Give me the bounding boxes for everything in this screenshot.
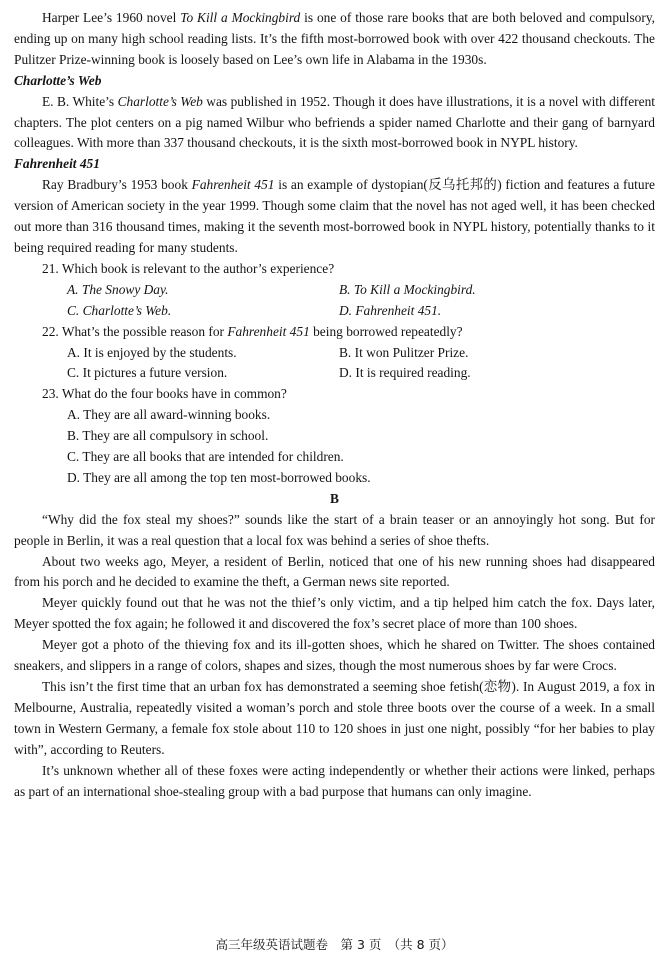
paragraph-b4: Meyer got a photo of the thieving fox and its ill-gotten shoes, which he shared on Twitter. The shoes contained sneakers, and slippers in a range of colors, shapes and sizes, though the most numerous shoes by far were Crocs. [14, 637, 655, 674]
option-22-b: B. It won Pulitzer Prize. [339, 344, 469, 360]
paragraph-b1: “Why did the fox steal my shoes?” sounds like the start of a brain teaser or an annoyingly hot song. But for people in Berlin, it was a real question that a local fox was behind a series of shoe thefts. [14, 511, 655, 548]
option-21-d: D. Fahrenheit 451. [339, 302, 442, 318]
option-22-a: A. It is enjoyed by the students. [67, 344, 237, 360]
option-23-b: B. They are all compulsory in school. [67, 428, 269, 444]
option-21-b: B. To Kill a Mockingbird. [339, 281, 476, 297]
section-b-heading: B [330, 490, 339, 506]
book-title: Fahrenheit 451 [191, 177, 275, 193]
question-21-stem: 21. Which book is relevant to the author’s experience? [42, 260, 335, 276]
question-23-stem: 23. What do the four books have in common? [42, 386, 287, 402]
book-title: Charlotte’s Web [117, 93, 203, 109]
heading-fahrenheit-451: Fahrenheit 451 [14, 156, 100, 172]
paragraph-b3: Meyer quickly found out that he was not the thief’s only victim, and a tip helped him catch the fox. Days later, Meyer spotted the fox again; he followed it and discovered the fox’s secret place of more than 100 shoes. [14, 595, 655, 632]
question-21-options-row-1 [14, 280, 655, 301]
question-22-stem: 22. What’s the possible reason for Fahrenheit 451 being borrowed repeatedly? [42, 323, 463, 339]
paragraph-mockingbird: Harper Lee’s 1960 novel To Kill a Mockingbird is one of those rare books that are both beloved and compulsory, ending up on many high school reading lists. It’s the fifth most-borrowed book with over 422 thousand checkouts. The Pulitzer Prize-winning book is loosely based on Lee’s own life in Alabama in the 1930s. [14, 10, 655, 67]
paragraph-b2: About two weeks ago, Meyer, a resident of Berlin, noticed that one of his new running shoes had disappeared from his porch and he decided to examine the theft, a German news site reported. [14, 553, 655, 590]
option-23-c: C. They are all books that are intended for children. [67, 449, 344, 465]
option-22-c: C. It pictures a future version. [67, 365, 228, 381]
exam-page [14, 8, 655, 802]
question-22-options-row-1 [14, 343, 655, 364]
option-21-a: A. The Snowy Day. [67, 281, 169, 297]
paragraph-b5: This isn’t the first time that an urban fox has demonstrated a seeming shoe fetish(恋物). In August 2019, a fox in Melbourne, Australia, repeatedly visited a woman’s porch and stole three boots over the course of a week. In a small town in Western Germany, a female fox stole about 110 to 120 shoes in just one night, possibly “for her babies to play with”, according to Reuters. [14, 679, 655, 757]
paragraph-fahrenheit-451: Ray Bradbury’s 1953 book Fahrenheit 451 is an example of dystopian(反乌托邦的) fiction and features a future version of American society in the year 1999. Though some claim that the novel has not aged well, it has been checked out more than 316 thousand times, making it the seventh most-borrowed book in NYPL history, potentially thanks to it being required reading for many students. [14, 177, 655, 255]
option-22-d: D. It is required reading. [339, 365, 471, 381]
heading-charlottes-web: Charlotte’s Web [14, 72, 102, 88]
paragraph-charlottes-web: E. B. White’s Charlotte’s Web was published in 1952. Though it does have illustrations, it is a novel with different chapters. The plot centers on a pig named Wilbur who befriends a spider named Charlotte and their gang of barnyard colleagues. With more than 337 thousand checkouts, it is the sixth most-borrowed book in NYPL history. [14, 93, 656, 151]
question-21-options-row-2 [14, 301, 655, 322]
option-21-c: C. Charlotte’s Web. [67, 302, 172, 318]
option-23-a: A. They are all award-winning books. [67, 407, 271, 423]
paragraph-b6: It’s unknown whether all of these foxes were acting independently or whether their actions were linked, perhaps as part of an international shoe-stealing group with a bad purpose that humans can only imagine. [14, 762, 655, 799]
option-23-d: D. They are all among the top ten most-borrowed books. [67, 469, 371, 485]
book-title: To Kill a Mockingbird [180, 10, 301, 25]
question-22-options-row-2 [14, 363, 655, 384]
page-footer: 高三年级英语试题卷 第 3 页 （共 8 页） [215, 937, 454, 952]
